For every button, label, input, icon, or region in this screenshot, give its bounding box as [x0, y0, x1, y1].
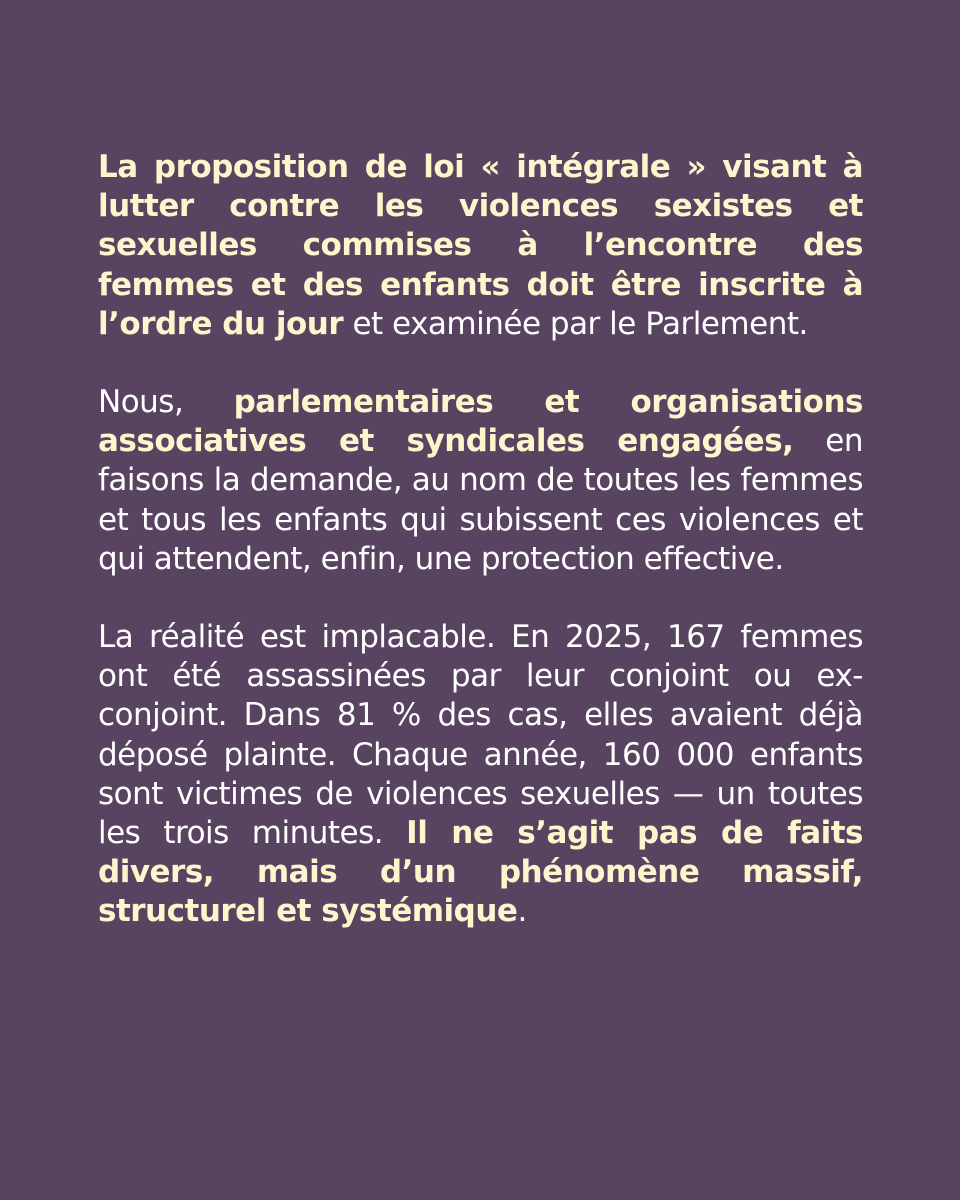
body-text: Nous, [98, 384, 234, 421]
highlight-text: parlementaires et organisations associatives et syndicales engagées, [98, 384, 863, 460]
body-text: La réalité est implacable. En 2025, 167 femmes ont été assassinées par leur conjoint ou ex-conjoint. Dans 81 % des cas, elles avaient déjà déposé plainte. Chaque année, 160 000 enfants sont victimes de violences sexuelles — un toutes les trois minutes. [98, 619, 863, 852]
highlight-text: Il ne s’agit pas de faits divers, mais d’un phénomène massif, structurel et systémique [98, 815, 864, 930]
paragraph-2 [98, 383, 863, 579]
paragraph-3 [98, 618, 863, 932]
body-text: . [517, 893, 527, 930]
text-body [98, 148, 863, 971]
body-text: en faisons la demande, au nom de toutes les femmes et tous les enfants qui subissent ces violences et qui attendent, enfin, une protection effective. [98, 423, 863, 577]
highlight-text: La proposition de loi « intégrale » visant à lutter contre les violences sexistes et sexuelles commises à l’encontre des femmes et des enfants doit être inscrite à l’ordre du jour [98, 149, 863, 342]
paragraph-1 [98, 148, 863, 344]
body-text: et examinée par le Parlement. [343, 305, 808, 342]
